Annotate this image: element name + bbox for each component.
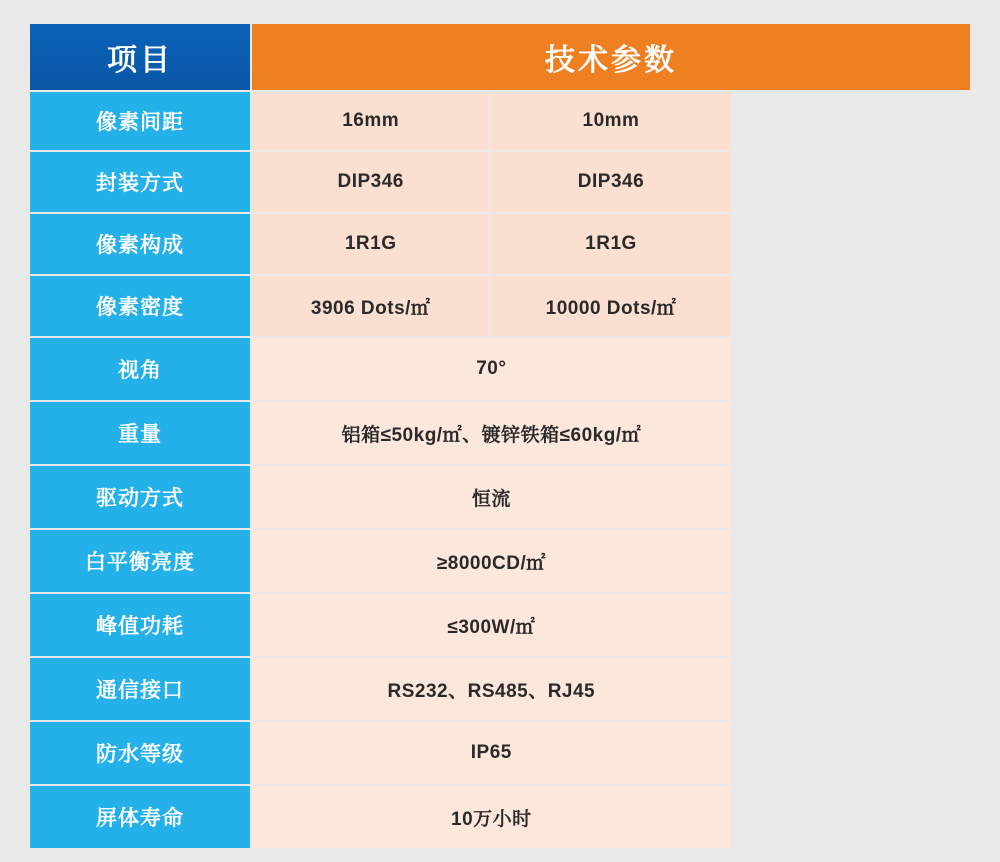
table-row — [30, 276, 970, 336]
table-row — [30, 786, 970, 848]
table-header-row — [30, 24, 970, 90]
table-row — [30, 658, 970, 720]
row-value-b: DIP346 — [491, 152, 730, 212]
table-row — [30, 152, 970, 212]
row-label: 屏体寿命 — [30, 786, 250, 848]
row-value: ≤300W/㎡ — [252, 594, 731, 656]
row-label: 通信接口 — [30, 658, 250, 720]
row-label: 像素构成 — [30, 214, 250, 274]
row-value-a: 1R1G — [252, 214, 491, 274]
header-cell-spec: 技术参数 — [252, 24, 970, 90]
row-value: 10万小时 — [252, 786, 731, 848]
row-value-a: DIP346 — [252, 152, 491, 212]
row-label: 驱动方式 — [30, 466, 250, 528]
row-value: 70° — [252, 338, 731, 400]
table-row — [30, 722, 970, 784]
row-value: ≥8000CD/㎡ — [252, 530, 731, 592]
row-value: RS232、RS485、RJ45 — [252, 658, 731, 720]
header-cell-item: 项目 — [30, 24, 250, 90]
row-label: 封装方式 — [30, 152, 250, 212]
row-value: 铝箱≤50kg/㎡、镀锌铁箱≤60kg/㎡ — [252, 402, 731, 464]
table-row — [30, 402, 970, 464]
row-value-b: 10mm — [491, 92, 730, 150]
row-value-a: 3906 Dots/㎡ — [252, 276, 491, 336]
table-row — [30, 466, 970, 528]
table-row — [30, 594, 970, 656]
row-value-b: 10000 Dots/㎡ — [491, 276, 730, 336]
row-value-a: 16mm — [252, 92, 491, 150]
row-value: IP65 — [252, 722, 731, 784]
row-label: 白平衡亮度 — [30, 530, 250, 592]
table-row — [30, 530, 970, 592]
table-row — [30, 92, 970, 150]
row-label: 峰值功耗 — [30, 594, 250, 656]
row-label: 像素间距 — [30, 92, 250, 150]
row-label: 视角 — [30, 338, 250, 400]
table-row — [30, 214, 970, 274]
row-value-b: 1R1G — [491, 214, 730, 274]
specification-table — [30, 22, 970, 850]
row-label: 像素密度 — [30, 276, 250, 336]
table-row — [30, 338, 970, 400]
row-label: 重量 — [30, 402, 250, 464]
row-label: 防水等级 — [30, 722, 250, 784]
spec-table-container — [30, 22, 970, 837]
row-value: 恒流 — [252, 466, 731, 528]
